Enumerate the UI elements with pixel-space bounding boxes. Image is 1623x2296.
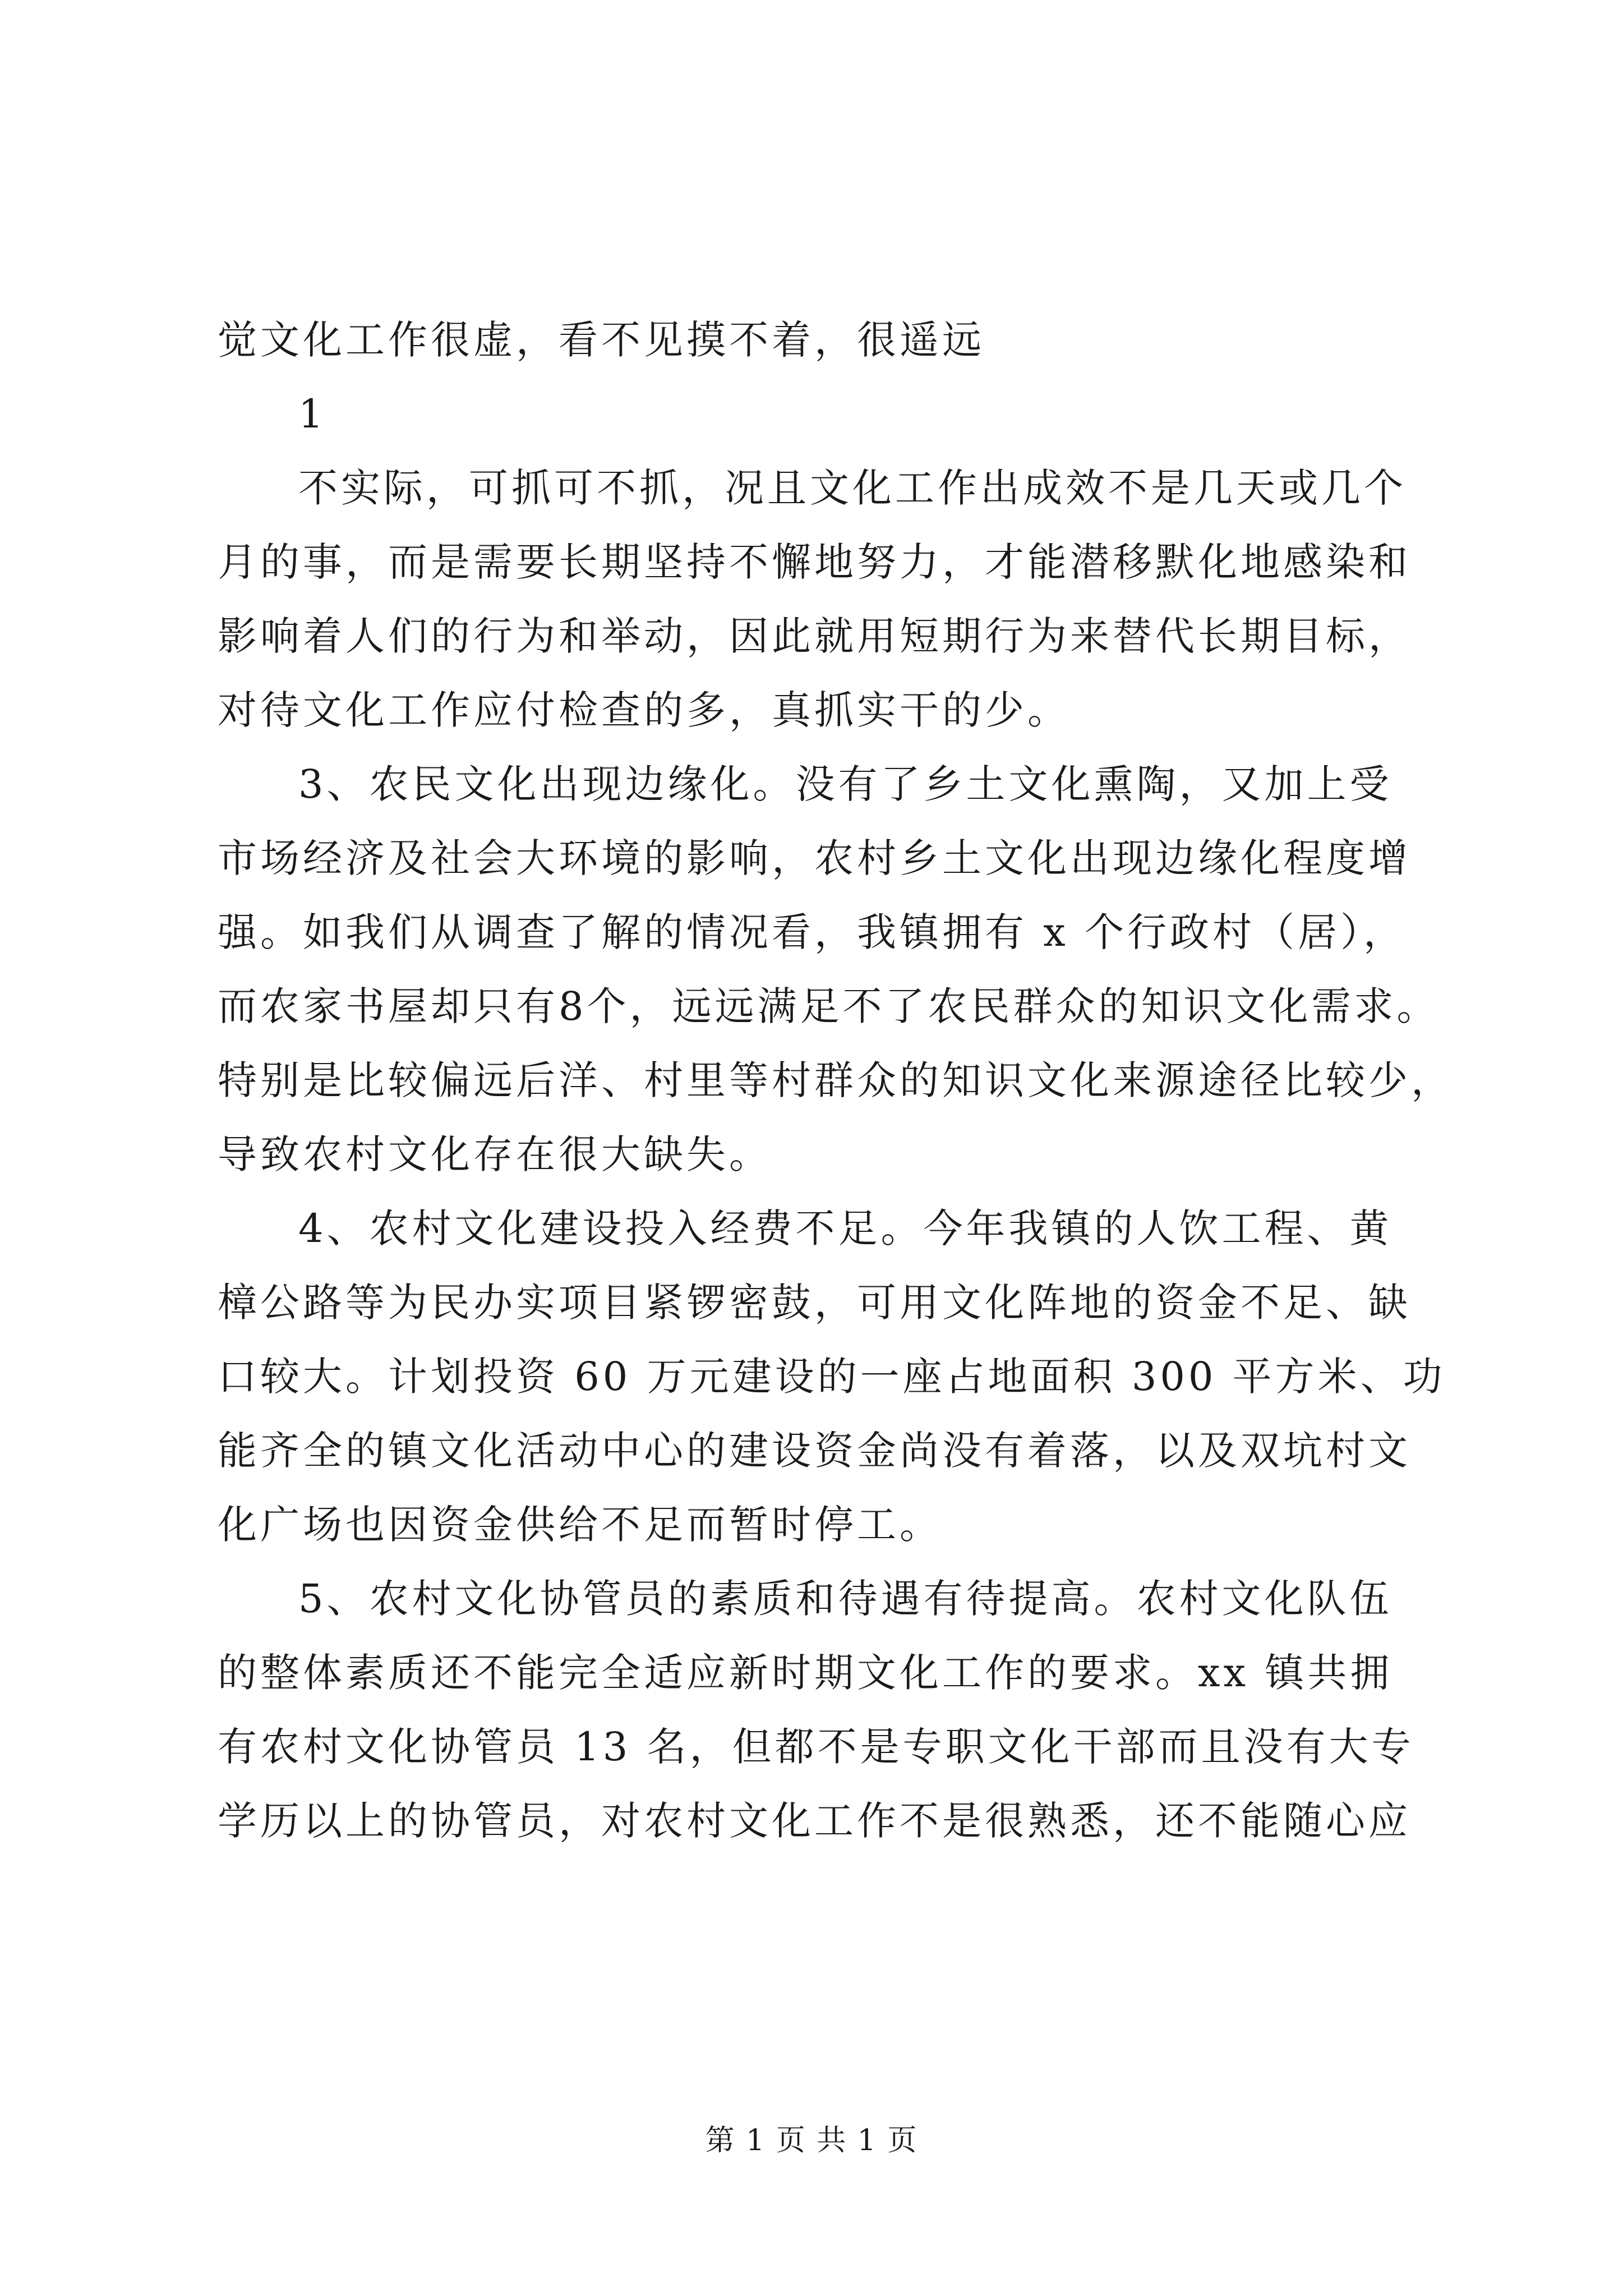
text-line: 而农家书屋却只有8个，远远满足不了农民群众的知识文化需求。 (218, 983, 1440, 1029)
text-line: 市场经济及社会大环境的影响，农村乡土文化出现边缘化程度增 (218, 835, 1411, 881)
text-line: 月的事，而是需要长期坚持不懈地努力，才能潜移默化地感染和 (218, 539, 1411, 585)
text-line: 1 (298, 391, 327, 437)
text-line: 化广场也因资金供给不足而暂时停工。 (218, 1502, 942, 1548)
text-line: 不实际，可抓可不抓，况且文化工作出成效不是几天或几个 (298, 465, 1407, 511)
document-body (218, 303, 1454, 1858)
text-line: 的整体素质还不能完全适应新时期文化工作的要求。xx 镇共拥 (218, 1650, 1393, 1696)
text-line: 导致农村文化存在很大缺失。 (218, 1131, 772, 1177)
text-line: 4、农村文化建设投入经费不足。今年我镇的人饮工程、黄 (298, 1205, 1393, 1251)
text-line: 3、农民文化出现边缘化。没有了乡土文化熏陶，又加上受 (298, 761, 1393, 807)
text-line: 特别是比较偏远后洋、村里等村群众的知识文化来源途径比较少， (218, 1057, 1454, 1103)
text-line: 能齐全的镇文化活动中心的建设资金尚没有着落，以及双坑村文 (218, 1428, 1411, 1474)
text-line: 5、农村文化协管员的素质和待遇有待提高。农村文化队伍 (298, 1576, 1393, 1622)
page-number-footer: 第 1 页 共 1 页 (705, 2124, 918, 2157)
text-line: 口较大。计划投资 60 万元建设的一座占地面积 300 平方米、功 (218, 1354, 1446, 1400)
text-line: 强。如我们从调查了解的情况看，我镇拥有 x 个行政村（居）， (218, 909, 1406, 955)
text-line: 有农村文化协管员 13 名，但都不是专职文化干部而且没有大专 (218, 1724, 1414, 1770)
text-line: 影响着人们的行为和举动，因此就用短期行为来替代长期目标， (218, 613, 1411, 659)
text-line: 觉文化工作很虚，看不见摸不着，很遥远 (218, 317, 985, 363)
text-line: 樟公路等为民办实项目紧锣密鼓，可用文化阵地的资金不足、缺 (218, 1280, 1411, 1326)
text-line: 学历以上的协管员，对农村文化工作不是很熟悉，还不能随心应 (218, 1798, 1411, 1844)
text-line: 对待文化工作应付检查的多，真抓实干的少。 (218, 687, 1070, 733)
